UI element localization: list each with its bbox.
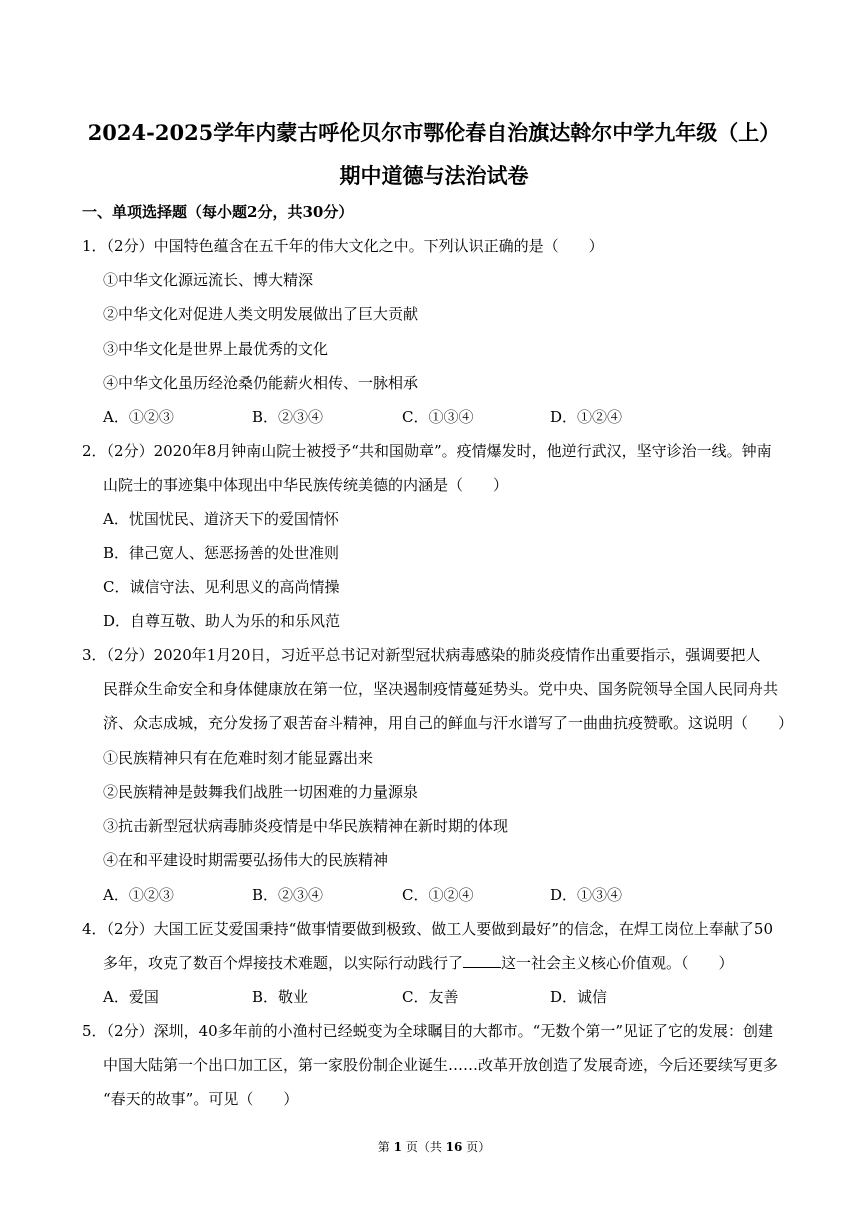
question-1-option-c: C．①③④ — [402, 408, 474, 426]
question-2-option-d: D．自尊互敬、助人为乐的和乐风范 — [103, 612, 341, 630]
section-heading: 一、单项选择题（每小题2分，共30分） — [82, 203, 354, 221]
question-5-stem-line1: 5．（2分）深圳，40多年前的小渔村已经蜕变为全球瞩目的大都市。“无数个第一”见证了它的发展：创建 — [82, 1022, 774, 1040]
page-title-line2: 期中道德与法治试卷 — [339, 163, 529, 188]
footer-page-number: 1 — [393, 1140, 402, 1154]
question-4-option-d: D．诚信 — [550, 988, 608, 1006]
question-4-stem-text-b: 这一社会主义核心价值观。（ ） — [501, 954, 734, 972]
question-5-stem-line2: 中国大陆第一个出口加工区，第一家股份制企业诞生……改革开放创造了发展奇迹，今后还要续写更多 — [103, 1056, 779, 1074]
question-3-item: ④在和平建设时期需要弘扬伟大的民族精神 — [103, 851, 389, 869]
question-3-stem-line2: 民群众生命安全和身体健康放在第一位，坚决遏制疫情蔓延势头。党中央、国务院领导全国人民同舟共 — [103, 680, 779, 698]
question-1-stem: 1．（2分）中国特色蕴含在五千年的伟大文化之中。下列认识正确的是（ ） — [82, 237, 604, 255]
question-3-option-d: D．①③④ — [550, 886, 623, 904]
question-1-option-d: D．①②④ — [550, 408, 623, 426]
question-3-item: ③抗击新型冠状病毒肺炎疫情是中华民族精神在新时期的体现 — [103, 817, 509, 835]
question-4-option-a: A．爱国 — [103, 988, 159, 1006]
question-4-option-b: B．敬业 — [252, 988, 309, 1006]
page-footer — [0, 1138, 868, 1155]
question-2-option-c: C．诚信守法、见利思义的高尚情操 — [103, 578, 340, 596]
question-2-stem-line1: 2．（2分）2020年8月钟南山院士被授予“共和国勋章”。疫情爆发时，他逆行武汉，坚守诊治一线。钟南 — [82, 442, 772, 460]
footer-suffix: 页） — [466, 1140, 491, 1154]
question-3-option-a: A．①②③ — [103, 886, 174, 904]
question-2-stem-line2: 山院士的事迹集中体现出中华民族传统美德的内涵是（ ） — [103, 476, 509, 494]
question-1-item: ③中华文化是世界上最优秀的文化 — [103, 340, 329, 358]
question-1-option-b: B．②③④ — [252, 408, 324, 426]
question-3-item: ②民族精神是鼓舞我们战胜一切困难的力量源泉 — [103, 783, 419, 801]
question-1-option-a: A．①②③ — [103, 408, 174, 426]
question-2-option-b: B．律己宽人、惩恶扬善的处世准则 — [103, 544, 340, 562]
question-3-item: ①民族精神只有在危难时刻才能显露出来 — [103, 749, 374, 767]
question-1-item: ②中华文化对促进人类文明发展做出了巨大贡献 — [103, 305, 419, 323]
footer-total-pages: 16 — [445, 1140, 463, 1154]
question-3-option-b: B．②③④ — [252, 886, 324, 904]
question-2-option-a: A．忧国忧民、道济天下的爱国情怀 — [103, 510, 339, 528]
question-4-stem-line2 — [103, 953, 734, 973]
question-3-stem-line3: 济、众志成城，充分发扬了艰苦奋斗精神，用自己的鲜血与汗水谱写了一曲曲抗疫赞歌。这说明（ ） — [103, 714, 794, 732]
question-4-option-c: C．友善 — [402, 988, 459, 1006]
answer-blank — [463, 953, 501, 968]
page-title-line1: 2024-2025学年内蒙古呼伦贝尔市鄂伦春自治旗达斡尔中学九年级（上） — [87, 120, 781, 145]
question-3-stem-line1: 3．（2分）2020年1月20日，习近平总书记对新型冠状病毒感染的肺炎疫情作出重要指示，强调要把人 — [82, 646, 761, 664]
question-4-stem-text-a: 多年，攻克了数百个焊接技术难题，以实际行动践行了 — [103, 954, 464, 972]
footer-prefix: 第 — [377, 1140, 390, 1154]
footer-mid: 页（共 — [405, 1140, 442, 1154]
question-5-stem-line3: “春天的故事”。可见（ ） — [103, 1090, 299, 1108]
question-4-stem-line1: 4．（2分）大国工匠艾爱国秉持“做事情要做到极致、做工人要做到最好”的信念，在焊工岗位上奉献了50 — [82, 920, 774, 938]
question-3-option-c: C．①②④ — [402, 886, 474, 904]
question-1-item: ④中华文化虽历经沧桑仍能薪火相传、一脉相承 — [103, 374, 419, 392]
question-1-item: ①中华文化源远流长、博大精深 — [103, 271, 314, 289]
